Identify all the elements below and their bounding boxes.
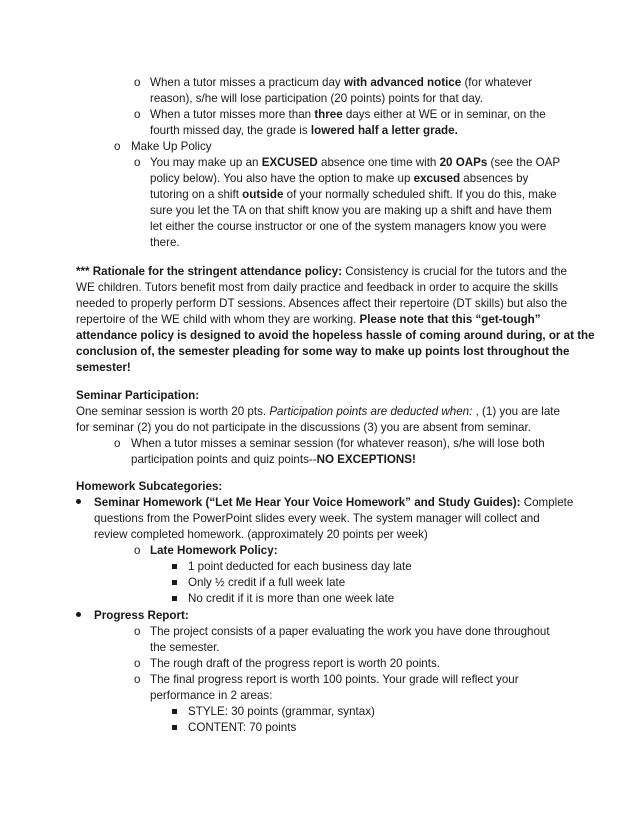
text-line: WE children. Tutors benefit most from daily practice and feedback in order to acquire the skills — [76, 281, 559, 294]
circle-bullet: o — [114, 437, 121, 450]
circle-bullet: o — [134, 673, 141, 686]
text-line: sure you let the TA on that shift know you are making up a shift and have them — [150, 204, 552, 217]
square-bullet — [172, 564, 177, 569]
late-policy-heading: Late Homework Policy: — [150, 544, 278, 557]
text-line: policy below). You also have the option to make up excused absences by — [150, 172, 529, 185]
text-line: When a tutor misses more than three days either at WE or in seminar, on the — [150, 108, 546, 121]
homework-heading: Homework Subcategories: — [76, 480, 223, 493]
text-line: Seminar Homework (“Let Me Hear Your Voice Homework” and Study Guides): Complete — [94, 496, 574, 509]
text-line: You may make up an EXCUSED absence one time with 20 OAPs (see the OAP — [150, 156, 561, 169]
text-line: conclusion of, the semester pleading for some way to make up points lost throughout the — [76, 345, 570, 358]
text-line: attendance policy is designed to avoid the hopeless hassle of coming around during, or at the — [76, 329, 595, 342]
text-line: let either the course instructor or one of the system managers know you were — [150, 220, 547, 233]
text-line: When a tutor misses a seminar session (for whatever reason), s/he will lose both — [131, 437, 545, 450]
circle-bullet: o — [134, 108, 141, 121]
text-line: tutoring on a shift outside of your normally scheduled shift. If you do this, make — [150, 188, 557, 201]
circle-bullet: o — [134, 76, 141, 89]
text-line: The project consists of a paper evaluating the work you have done throughout — [150, 625, 550, 638]
text-line: questions from the PowerPoint slides every week. The system manager will collect and — [94, 512, 540, 525]
rationale-line: *** Rationale for the stringent attendance policy: Consistency is crucial for the tutors and the — [76, 265, 567, 278]
square-bullet — [172, 709, 177, 714]
text-line: fourth missed day, the grade is lowered half a letter grade. — [150, 124, 458, 137]
text-line: there. — [150, 236, 180, 249]
text-line: needed to properly perform DT sessions. Absences affect their repertoire (DT skills) but also the — [76, 297, 568, 310]
list-item: STYLE: 30 points (grammar, syntax) — [188, 705, 375, 718]
makeup-heading: Make Up Policy — [131, 140, 212, 153]
text-line: review completed homework. (approximately 20 points per week) — [94, 528, 428, 541]
circle-bullet: o — [134, 625, 141, 638]
text-line: One seminar session is worth 20 pts. Participation points are deducted when: , (1) you are late — [76, 405, 560, 418]
text-line: reason), s/he will lose participation (20 points) points for that day. — [150, 92, 483, 105]
bullet-dot — [76, 499, 81, 504]
text-line: participation points and quiz points--NO EXCEPTIONS! — [131, 453, 416, 466]
circle-bullet: o — [134, 544, 141, 557]
text-line: The rough draft of the progress report is worth 20 points. — [150, 657, 440, 670]
square-bullet — [172, 596, 177, 601]
circle-bullet: o — [134, 657, 141, 670]
text-line: performance in 2 areas: — [150, 689, 273, 702]
square-bullet — [172, 725, 177, 730]
circle-bullet: o — [114, 140, 121, 153]
text-line: repertoire of the WE child with whom they are working. Please note that this “get-tough” — [76, 313, 541, 326]
text-line: semester! — [76, 361, 131, 374]
progress-heading: Progress Report: — [94, 609, 189, 622]
text-line: When a tutor misses a practicum day with advanced notice (for whatever — [150, 76, 533, 89]
list-item: CONTENT: 70 points — [188, 721, 297, 734]
square-bullet — [172, 580, 177, 585]
text-line: the semester. — [150, 641, 220, 654]
text-line: The final progress report is worth 100 points. Your grade will reflect your — [150, 673, 519, 686]
circle-bullet: o — [134, 156, 141, 169]
list-item: Only ½ credit if a full week late — [188, 576, 346, 589]
list-item: No credit if it is more than one week late — [188, 592, 395, 605]
list-item: 1 point deducted for each business day late — [188, 560, 412, 573]
text-line: for seminar (2) you do not participate in the discussions (3) you are absent from seminar. — [76, 421, 531, 434]
seminar-heading: Seminar Participation: — [76, 389, 200, 402]
bullet-dot — [76, 612, 81, 617]
